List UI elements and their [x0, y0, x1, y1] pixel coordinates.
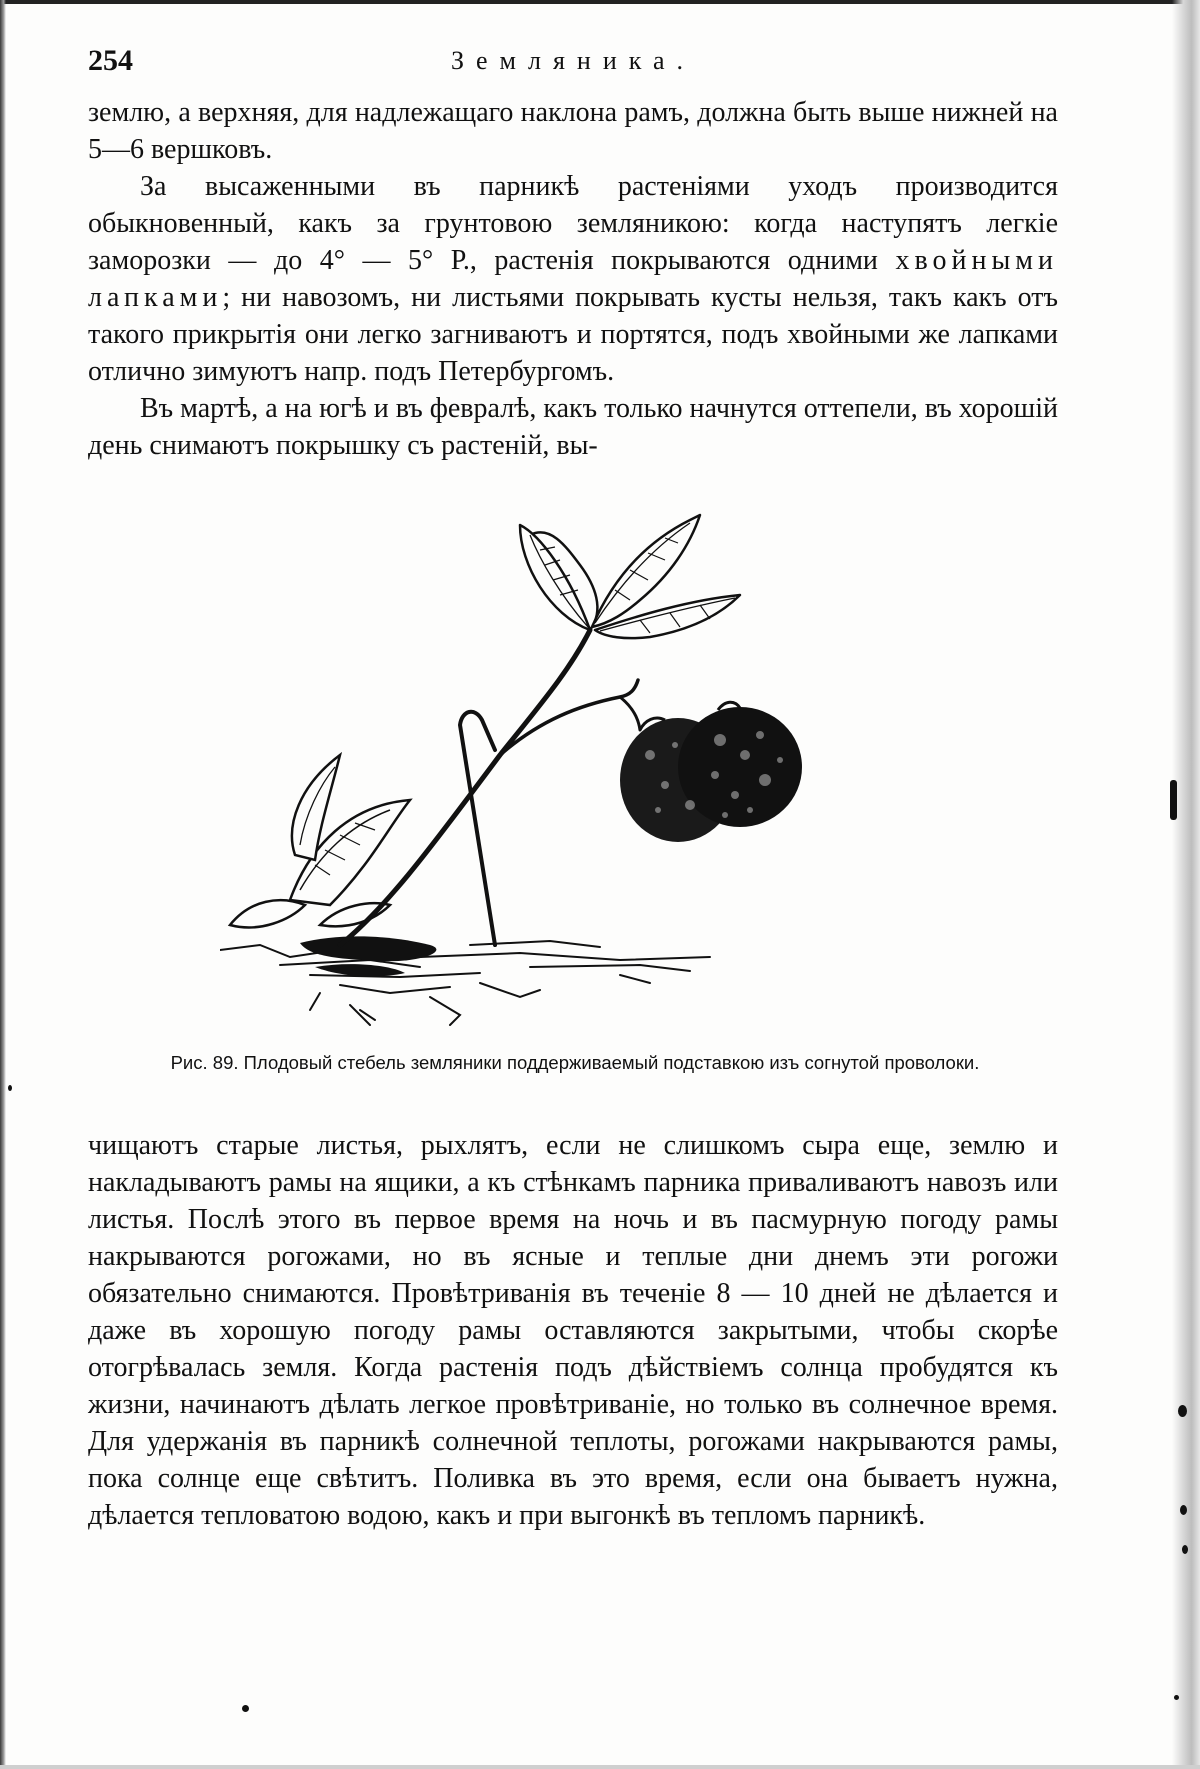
scan-edge-left: [0, 0, 6, 1769]
speck: [1182, 1545, 1188, 1554]
running-head: [88, 44, 1058, 84]
paragraph-care-emphasis: хвойными лапками: [88, 245, 1058, 313]
wire-support: [460, 712, 495, 945]
speck: [8, 1085, 12, 1091]
scan-edge-top: [0, 0, 1200, 4]
scan-edge-bottom: [0, 1765, 1200, 1769]
speck: [242, 1705, 249, 1712]
upper-leaves: [520, 515, 740, 638]
paragraph-march: Въ мартѣ, а на югѣ и въ февралѣ, какъ только начнутся оттепели, въ хорошій день снимаютъ покрышку съ растеній, вы-: [88, 393, 1058, 461]
paragraph-care-text-c: ; ни навозомъ, ни листьями покрывать кусты нельзя, такъ какъ отъ такого прикрытія они легко загниваютъ и портятся, подъ хвойными же лапками отлично зимуютъ напр. подъ Петербургомъ.: [88, 282, 1058, 387]
strawberry-fruits: [620, 702, 802, 842]
speck: [1174, 1695, 1179, 1700]
paragraph-care: [88, 168, 1058, 390]
paragraph-continuation: землю, а верхняя, для надлежащаго наклона рамъ, должна быть выше нижней на 5—6 вершковъ.: [88, 97, 1058, 165]
speck: [1170, 780, 1177, 820]
speck: [1180, 1505, 1187, 1515]
text-block-top: [88, 94, 1058, 464]
ground-hatching: [220, 941, 710, 1025]
page-number: 254: [88, 44, 133, 77]
illustration-drawing: [220, 505, 940, 1045]
paragraph-cleaning: чищаютъ старые листья, рыхлятъ, если не слишкомъ сыра еще, землю и накладываютъ рамы на ящики, а къ стѣнкамъ парника приваливаютъ навозъ или листья. Послѣ этого въ первое время на ночь и въ пасмурную погоду рамы накрываются рогожами, но въ ясные и теплые дни днемъ эти рогожи обязательно снимаются. Провѣтриванія въ теченіе 8 — 10 дней не дѣлается и даже въ хорошую погоду рамы оставляются закрытыми, чтобы скорѣе отогрѣвалась земля. Когда растенія подъ дѣйствіемъ солнца пробудятся къ жизни, начинаютъ дѣлать легкое провѣтриваніе, но только въ солнечное время. Для удержанія въ парникѣ солнечной теплоты, рогожами накрываются рамы, пока солнце еще свѣтитъ. Поливка въ это время, если она бываетъ нужна, дѣлается тепловатою водою, какъ и при выгонкѣ въ тепломъ парникѣ.: [88, 1130, 1058, 1531]
text-block-bottom: [88, 1127, 1058, 1534]
running-title: Земляника.: [450, 46, 696, 75]
scan-edge-right: [1172, 0, 1200, 1769]
strawberry-stem-illustration: [220, 505, 940, 1045]
paragraph-care-text-a: За высаженными въ парникѣ растеніями уходъ производится обыкновенный, какъ за грунтовою земляникою: когда наступятъ легкіе заморозки — до 4° — 5° Р., растенія покрываются одними: [88, 171, 1058, 276]
figure-caption: Рис. 89. Плодовый стебель земляники поддерживаемый подставкою изъ согнутой проволоки.: [170, 1052, 980, 1073]
fruit-stem: [340, 630, 640, 945]
speck: [1178, 1405, 1187, 1417]
ground-shadow: [300, 936, 436, 976]
